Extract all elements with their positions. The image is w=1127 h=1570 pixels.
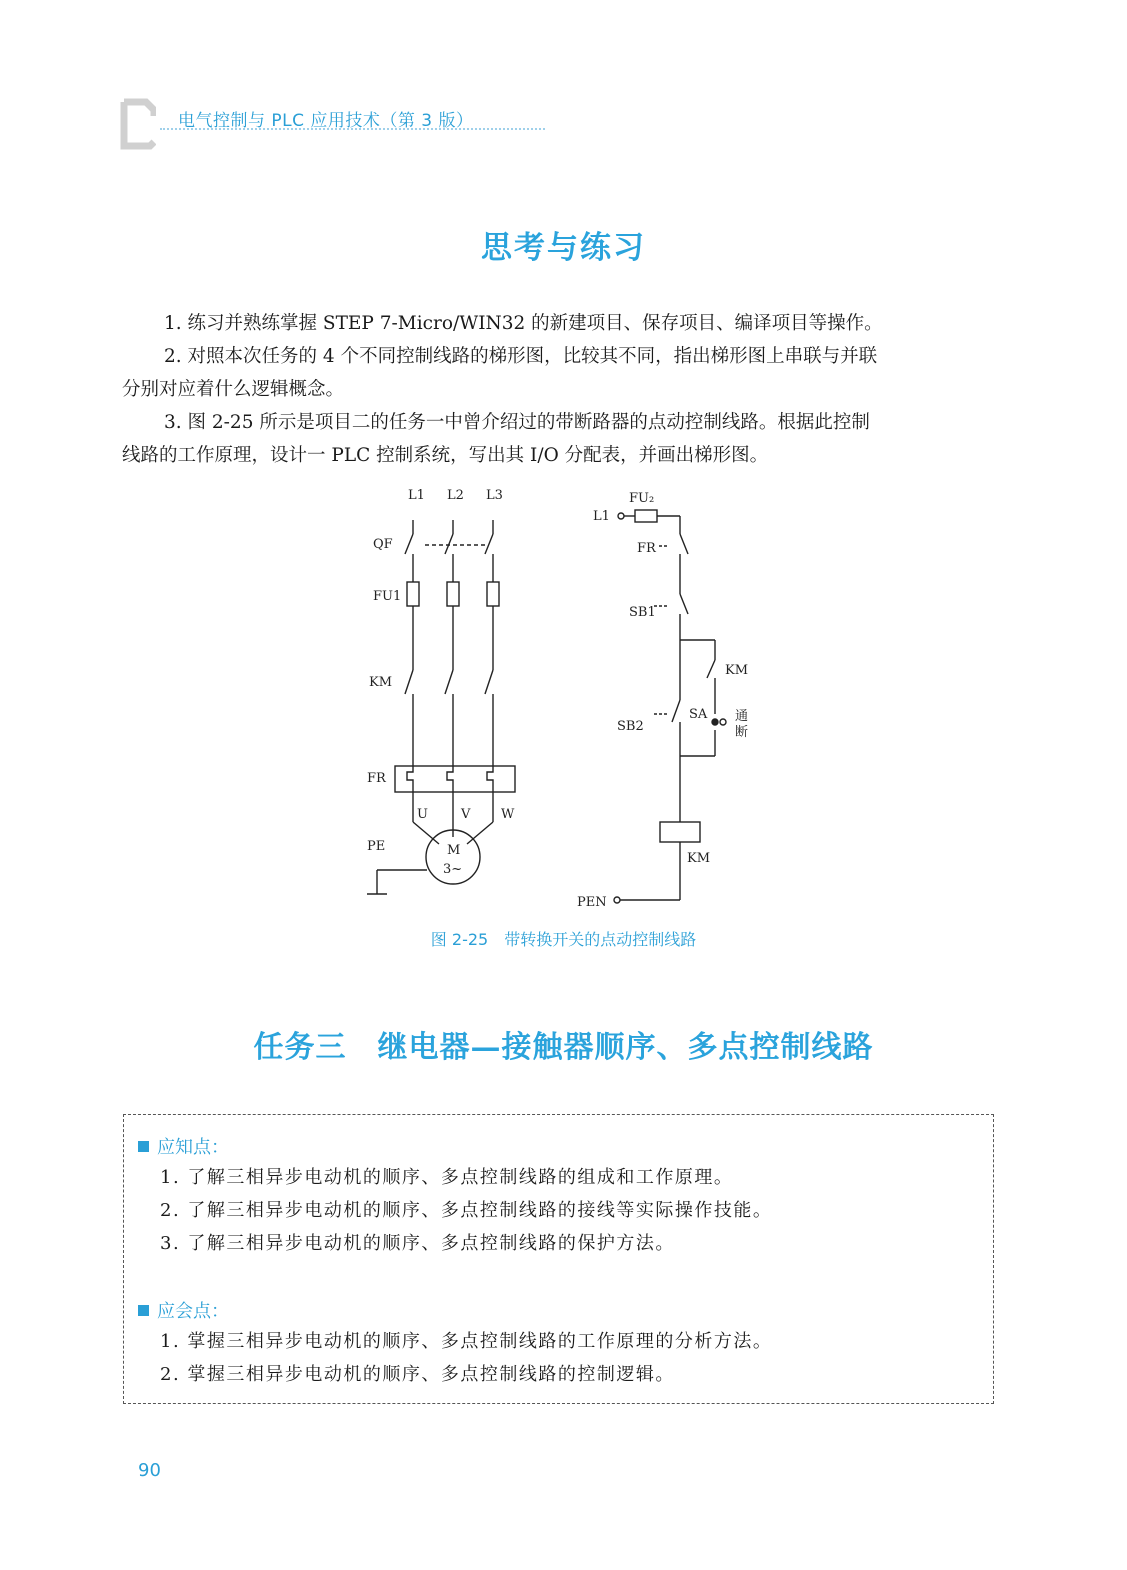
exercise-3-line2: 线路的工作原理，设计一 PLC 控制系统，写出其 I/O 分配表，并画出梯形图。 xyxy=(122,445,769,466)
label-fu1: FU1 xyxy=(373,589,402,604)
label-motor-3: 3~ xyxy=(443,862,463,877)
exercise-3-line1: 3. 图 2-25 所示是项目二的任务一中曾介绍过的带断路器的点动控制线路。根据此控制 xyxy=(164,412,870,433)
know-item: 1. 了解三相异步电动机的顺序、多点控制线路的组成和工作原理。 xyxy=(160,1167,734,1188)
label-duan: 断 xyxy=(735,725,749,740)
label-qf: QF xyxy=(373,537,393,552)
label-km-aux: KM xyxy=(725,663,749,678)
label-v: V xyxy=(461,807,471,822)
label-ctrl-l1: L1 xyxy=(593,509,610,524)
skill-heading-text: 应会点： xyxy=(157,1301,229,1322)
exercise-paragraphs xyxy=(122,307,1002,472)
label-fu2: FU₂ xyxy=(629,491,655,506)
label-l3: L3 xyxy=(486,488,503,503)
exercise-2-line2: 分别对应着什么逻辑概念。 xyxy=(122,379,345,400)
skill-list xyxy=(160,1325,772,1391)
label-pe: PE xyxy=(367,839,386,854)
skill-heading xyxy=(138,1297,229,1323)
label-u: U xyxy=(417,807,428,822)
label-km-coil: KM xyxy=(687,851,711,866)
exercise-1: 1. 练习并熟练掌握 STEP 7-Micro/WIN32 的新建项目、保存项目、编译项目等操作。 xyxy=(164,313,883,334)
know-list xyxy=(160,1161,772,1260)
figure-caption: 图 2-25 带转换开关的点动控制线路 xyxy=(430,930,697,949)
label-fr-ctrl: FR xyxy=(637,541,656,556)
label-motor-m: M xyxy=(447,843,461,858)
header-dotted-rule xyxy=(160,128,545,130)
know-item: 3. 了解三相异步电动机的顺序、多点控制线路的保护方法。 xyxy=(160,1233,675,1254)
label-km-main: KM xyxy=(369,675,393,690)
know-heading xyxy=(138,1133,229,1159)
circuit-diagram xyxy=(355,482,775,912)
square-bullet-icon xyxy=(138,1141,149,1152)
label-w: W xyxy=(501,807,515,822)
label-tong: 通 xyxy=(735,709,749,724)
label-sb2: SB2 xyxy=(617,719,644,734)
exercise-2-line1: 2. 对照本次任务的 4 个不同控制线路的梯形图，比较其不同，指出梯形图上串联与并联 xyxy=(164,346,878,367)
section-title-task3: 任务三 继电器—接触器顺序、多点控制线路 xyxy=(253,1030,874,1065)
square-bullet-icon xyxy=(138,1305,149,1316)
know-item: 2. 了解三相异步电动机的顺序、多点控制线路的接线等实际操作技能。 xyxy=(160,1200,773,1221)
header-corner-mark xyxy=(120,98,156,150)
skill-item: 1. 掌握三相异步电动机的顺序、多点控制线路的工作原理的分析方法。 xyxy=(160,1331,773,1352)
label-sa: SA xyxy=(689,707,708,722)
learning-objectives-box xyxy=(123,1114,994,1404)
label-fr-main: FR xyxy=(367,771,386,786)
section-title-exercises: 思考与练习 xyxy=(481,230,646,266)
skill-item: 2. 掌握三相异步电动机的顺序、多点控制线路的控制逻辑。 xyxy=(160,1364,675,1385)
label-l1: L1 xyxy=(408,488,425,503)
label-sb1: SB1 xyxy=(629,605,656,620)
label-pen: PEN xyxy=(577,895,607,910)
running-header-title: 电气控制与 PLC 应用技术（第 3 版） xyxy=(178,111,474,131)
label-l2: L2 xyxy=(447,488,464,503)
know-heading-text: 应知点： xyxy=(157,1137,229,1158)
page-number: 90 xyxy=(138,1460,161,1481)
